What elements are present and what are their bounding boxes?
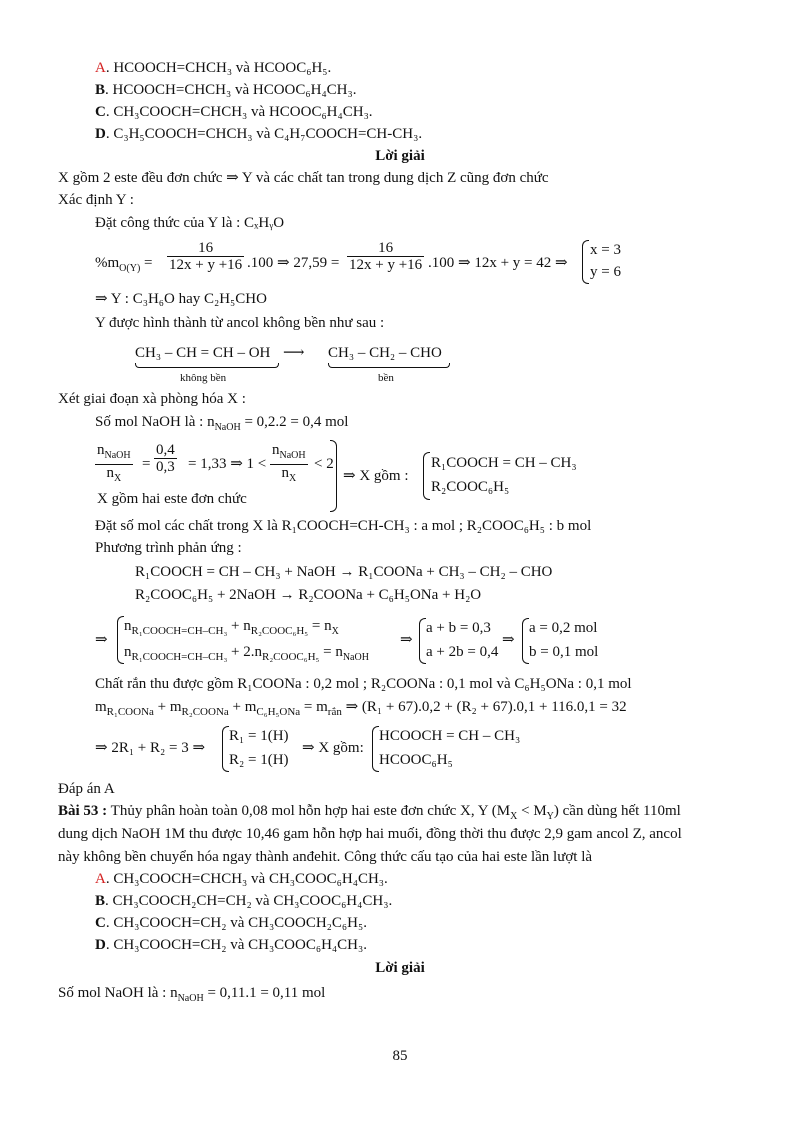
reaction-right: CH₃ – CH₂ – CHO [328, 345, 442, 361]
equation-text: = [142, 456, 151, 472]
system-line: HCOOC₆H₅ [379, 752, 453, 768]
solution-line: Đặt số mol các chất trong X là R₁COOCH=CH-CH₃ : a mol ; R₂COOC₆H₅ : b mol [95, 518, 592, 534]
equation-text: .100 ⇒ 12x + y = 42 ⇒ [428, 255, 568, 271]
solution-line: Xác định Y : [58, 192, 134, 208]
answer-line: Đáp án A [58, 781, 115, 797]
solution-line: X gồm 2 este đều đơn chức ⇒ Y và các chất tan trong dung dịch Z cũng đơn chức [58, 170, 549, 186]
left-brace [117, 616, 124, 664]
system-line: b = 0,1 mol [529, 644, 599, 660]
system-line: a = 0,2 mol [529, 620, 598, 636]
option-b: B. HCOOCH=CHCH₃ và HCOOC₆H₄CH₃. [95, 82, 357, 98]
equation-text: ⇒ X gồm : [343, 468, 409, 484]
question-text: dung dịch NaOH 1M thu được 10,46 gam hỗn hợp hai muối, đồng thời thu được 2,9 gam ancol Z, ancol [58, 826, 682, 842]
left-brace [222, 726, 229, 772]
option-c: C. CH₃COOCH=CHCH₃ và HCOOC₆H₄CH₃. [95, 104, 373, 120]
fraction: $\frac{16}{12x + y +16}$ [169, 240, 243, 273]
question-text: này không bền chuyển hóa ngay thành anđehit. Công thức cấu tạo của hai este lần lượt là [58, 849, 593, 865]
solution-line: Y được hình thành từ ancol không bền như sau : [95, 315, 385, 331]
left-brace [423, 452, 430, 500]
left-brace [372, 726, 379, 772]
reaction-equation: R₂COOC₆H₅ + 2NaOH → R₂COONa + C₆H₅ONa + H₂O [135, 587, 482, 603]
fraction: $n_{NaOH}$ $n_X$ [97, 442, 131, 484]
equation-text: ⇒ 2R₁ + R₂ = 3 ⇒ [95, 740, 206, 756]
system-line: $n_{R_1COOCH=CH-CH_3} + 2.n_{R_2COOC_6H_5} = n_{NaOH}$ [124, 644, 369, 663]
system-line: R₂ = 1(H) [229, 752, 289, 768]
system-line: a + b = 0,3 [426, 620, 491, 636]
right-brace [330, 440, 337, 512]
system-line: R₂COOC₆H₅ [431, 479, 510, 495]
solution-line: Đặt công thức của Y là : CₓHᵧO [95, 215, 285, 231]
system-line: y = 6 [590, 264, 621, 280]
solution-line: Chất rắn thu được gồm R₁COONa : 0,2 mol ; R₂COONa : 0,1 mol và C₆H₅ONa : 0,1 mol [95, 676, 632, 692]
fraction: $\frac{0,4}{0,3}$ [156, 442, 175, 475]
solution-title: Lời giải [375, 960, 425, 976]
fraction: $n_{NaOH}$ $n_X$ [272, 442, 306, 484]
reaction-equation: R₁COOCH = CH – CH₃ + NaOH → R₁COONa + CH₃ – CH₂ – CHO [135, 564, 553, 580]
reaction-arrow: ⟶ [283, 345, 305, 361]
left-brace [419, 618, 426, 664]
option-d: D. C₃H₅COOCH=CHCH₃ và C₄H₇COOCH=CH-CH₃. [95, 126, 423, 142]
condition-text: X gồm hai este đơn chức [97, 491, 247, 507]
equation-text: < 2 [314, 456, 334, 472]
equation-text: ⇒ [502, 632, 515, 648]
equation-text: ⇒ [95, 632, 108, 648]
system-line: a + 2b = 0,4 [426, 644, 499, 660]
mass-equation: $m_{R_1COONa} + m_{R_2COONa} + m_{C_6H_5ONa} = m_{rắn}$ ⇒ (R₁ + 67).0,2 + (R₂ + 67).0,1 + 116.0,1 = 32 [95, 699, 627, 718]
solution-line: Số mol NaOH là : $n_{NaOH} = 0,11.1 = 0,11$ mol [58, 985, 326, 1004]
left-brace [582, 240, 589, 284]
equation-text: ⇒ [400, 632, 413, 648]
solution-line: ⇒ Y : C₃H₆O hay C₂H₅CHO [95, 291, 267, 307]
solution-title: Lời giải [375, 148, 425, 164]
equation-text: ⇒ X gồm: [302, 740, 364, 756]
solution-line: Xét giai đoạn xà phòng hóa X : [58, 391, 246, 407]
solution-line: Số mol NaOH là : $n_{NaOH} = 0,2.2 = 0,4$ mol [95, 414, 349, 433]
solution-line: Phương trình phản ứng : [95, 540, 242, 556]
option-a: A. HCOOCH=CHCH₃ và HCOOC₆H₅. [95, 60, 332, 76]
percent-label: $\%m_{O(Y)}$ = [95, 255, 153, 274]
question-53: Bài 53 : Thủy phân hoàn toàn 0,08 mol hỗn hợp hai este đơn chức X, Y $(M_X < M_Y)$ cần dùng hết 110ml [58, 803, 681, 822]
equation-text: = 1,33 ⇒ 1 < [188, 456, 267, 472]
option-a: A. CH₃COOCH=CHCH₃ và CH₃COOC₆H₄CH₃. [95, 871, 388, 887]
fraction: $\frac{16}{12x + y +16}$ [349, 240, 423, 273]
option-b: B. CH₃COOCH₂CH=CH₂ và CH₃COOC₆H₄CH₃. [95, 893, 393, 909]
system-line: R₁COOCH = CH – CH₃ [431, 455, 577, 471]
option-c: C. CH₃COOCH=CH₂ và CH₃COOCH₂C₆H₅. [95, 915, 367, 931]
reaction-left: CH₃ – CH = CH – OH [135, 345, 271, 361]
system-line: x = 3 [590, 242, 621, 258]
option-d: D. CH₃COOCH=CH₂ và CH₃COOC₆H₄CH₃. [95, 937, 367, 953]
system-line: R₁ = 1(H) [229, 728, 289, 744]
system-line: HCOOCH = CH – CH₃ [379, 728, 521, 744]
reaction-note: không bền [180, 372, 227, 384]
system-line: $n_{R_1COOCH=CH-CH_3} + n_{R_2COOC_6H_5} = n_X$ [124, 618, 339, 637]
left-brace [522, 618, 529, 664]
page-number: 85 [392, 1048, 408, 1064]
reaction-note: bền [378, 372, 394, 384]
equation-text: .100 ⇒ 27,59 = [247, 255, 340, 271]
